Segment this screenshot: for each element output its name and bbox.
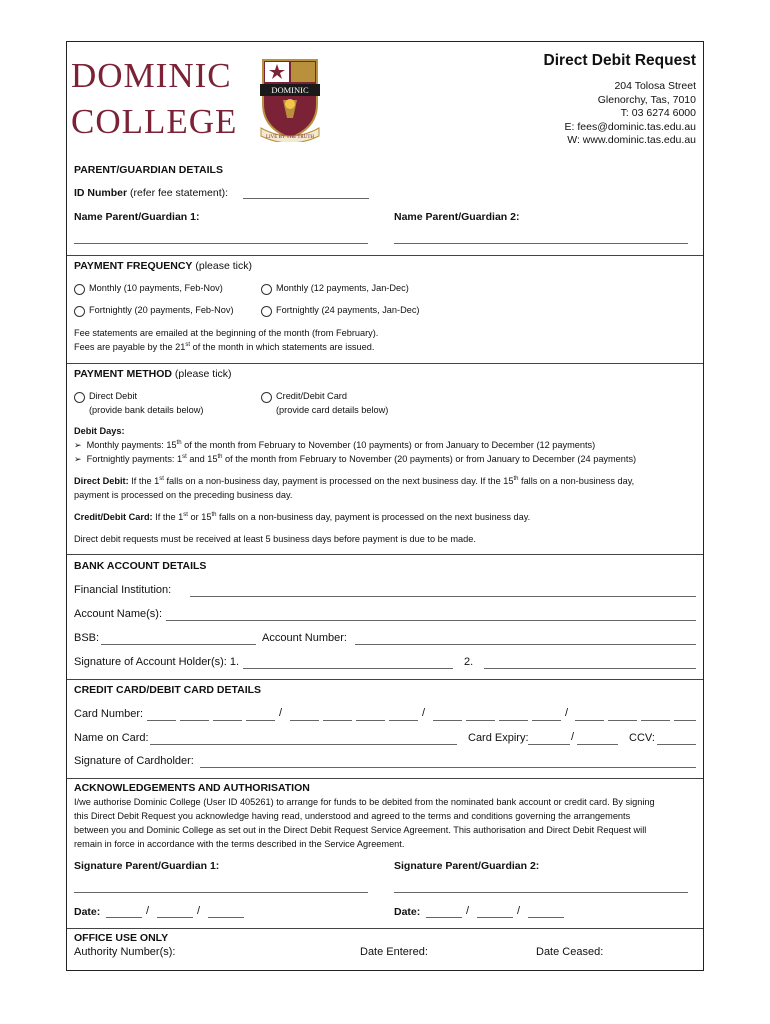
financial-institution-field[interactable] <box>190 596 696 597</box>
page-title: Direct Debit Request <box>543 52 696 69</box>
logo-line-dominic: DOMINIC <box>71 56 232 95</box>
direct-debit-note-2: payment is processed on the preceding business day. <box>74 490 293 500</box>
cardholder-signature-label: Signature of Cardholder: <box>74 755 194 767</box>
bank-details-heading: BANK ACCOUNT DETAILS <box>74 560 207 572</box>
card-expiry-year-field[interactable] <box>577 744 618 745</box>
parent-details-heading: PARENT/GUARDIAN DETAILS <box>74 164 223 176</box>
acknowledgements-heading: ACKNOWLEDGEMENTS AND AUTHORISATION <box>74 782 310 794</box>
freq-fortnightly-24-label: Fortnightly (24 payments, Jan-Dec) <box>276 305 420 315</box>
card-number-label: Card Number: <box>74 708 144 720</box>
divider <box>67 554 703 555</box>
divider <box>67 255 703 256</box>
arrow-bullet-icon: ➢ <box>74 440 82 450</box>
payment-frequency-heading: PAYMENT FREQUENCY (please tick) <box>74 260 252 272</box>
direct-debit-note: Direct Debit: If the 1st falls on a non-business day, payment is processed on the next business day. If the 15th falls on a non-business day, <box>74 475 635 486</box>
divider <box>67 679 703 680</box>
authority-number-label: Authority Number(s): <box>74 946 176 958</box>
ack-text-line-3: between you and Dominic College as set out in the Direct Debit Request Service Agreement. This authorisation and Direct Debit Request will <box>74 825 647 835</box>
bsb-field[interactable] <box>101 644 256 645</box>
account-holder-signature-2-field[interactable] <box>484 668 696 669</box>
name-on-card-field[interactable] <box>150 744 457 745</box>
divider <box>67 363 703 364</box>
date-guardian-2-label: Date: <box>394 906 421 918</box>
ccv-field[interactable] <box>657 744 696 745</box>
account-holder-2-label: 2. <box>464 656 474 668</box>
freq-monthly-10-radio[interactable] <box>74 284 85 295</box>
date-guardian-1-label: Date: <box>74 906 101 918</box>
account-names-label: Account Name(s): <box>74 608 163 620</box>
method-card-sub: (provide card details below) <box>276 405 389 415</box>
financial-institution-label: Financial Institution: <box>74 584 172 596</box>
name-guardian-1-field[interactable] <box>74 243 368 244</box>
freq-fortnightly-24-radio[interactable] <box>261 306 272 317</box>
office-use-heading: OFFICE USE ONLY <box>74 932 169 944</box>
method-direct-debit-radio[interactable] <box>74 392 85 403</box>
email-text: E: fees@dominic.tas.edu.au <box>564 121 696 133</box>
processing-time-note: Direct debit requests must be received at least 5 business days before payment is due to be made. <box>74 534 476 544</box>
name-on-card-label: Name on Card: <box>74 732 149 744</box>
bsb-label: BSB: <box>74 632 100 644</box>
card-expiry-slash: / <box>571 731 575 743</box>
card-expiry-label: Card Expiry: <box>468 732 529 744</box>
freq-fortnightly-20-label: Fortnightly (20 payments, Feb-Nov) <box>89 305 234 315</box>
account-holder-signature-1-field[interactable] <box>243 668 453 669</box>
college-crest-icon <box>259 58 321 142</box>
freq-monthly-12-label: Monthly (12 payments, Jan-Dec) <box>276 283 409 293</box>
account-holder-signature-label: Signature of Account Holder(s): 1. <box>74 656 240 668</box>
account-names-field[interactable] <box>166 620 696 621</box>
signature-guardian-1-label: Signature Parent/Guardian 1: <box>74 860 220 872</box>
method-direct-debit-sub: (provide bank details below) <box>89 405 204 415</box>
name-guardian-1-label: Name Parent/Guardian 1: <box>74 211 200 223</box>
signature-guardian-2-field[interactable] <box>394 892 688 893</box>
date-entered-label: Date Entered: <box>360 946 428 958</box>
method-direct-debit-label: Direct Debit <box>89 391 137 401</box>
method-card-label: Credit/Debit Card <box>276 391 347 401</box>
freq-monthly-12-radio[interactable] <box>261 284 272 295</box>
fee-payable-note: Fees are payable by the 21st of the month in which statements are issued. <box>74 341 375 352</box>
payment-method-heading: PAYMENT METHOD (please tick) <box>74 368 232 380</box>
signature-guardian-1-field[interactable] <box>74 892 368 893</box>
freq-monthly-10-label: Monthly (10 payments, Feb-Nov) <box>89 283 223 293</box>
address-line-2: Glenorchy, Tas, 7010 <box>597 94 696 106</box>
debit-days-fortnightly: ➢ Fortnightly payments: 1st and 15th of the month from February to November (20 payments) or from January to December (24 payments) <box>74 453 637 464</box>
ack-text-line-1: I/we authorise Dominic College (User ID 405261) to arrange for funds to be debited from the nominated bank account or credit card. By signing <box>74 797 655 807</box>
freq-fortnightly-20-radio[interactable] <box>74 306 85 317</box>
id-number-label: ID Number (refer fee statement): <box>74 187 229 199</box>
account-number-label: Account Number: <box>262 632 347 644</box>
name-guardian-2-field[interactable] <box>394 243 688 244</box>
card-details-heading: CREDIT CARD/DEBIT CARD DETAILS <box>74 684 262 696</box>
card-expiry-month-field[interactable] <box>528 744 570 745</box>
crest-motto-text: LIVE BY THE TRUTH <box>265 135 315 140</box>
method-card-radio[interactable] <box>261 392 272 403</box>
crest-banner-text: DOMINIC <box>271 85 309 95</box>
address-line-1: 204 Tolosa Street <box>614 80 696 92</box>
fee-statement-note: Fee statements are emailed at the beginning of the month (from February). <box>74 328 379 338</box>
name-guardian-2-label: Name Parent/Guardian 2: <box>394 211 520 223</box>
phone-text: T: 03 6274 6000 <box>620 107 696 119</box>
date-ceased-label: Date Ceased: <box>536 946 604 958</box>
logo-line-college: COLLEGE <box>71 102 238 141</box>
website-text: W: www.dominic.tas.edu.au <box>567 134 696 146</box>
divider <box>67 778 703 779</box>
card-note: Credit/Debit Card: If the 1st or 15th falls on a non-business day, payment is processed on the next business day. <box>74 511 531 522</box>
arrow-bullet-icon: ➢ <box>74 454 82 464</box>
account-number-field[interactable] <box>355 644 696 645</box>
id-number-field[interactable] <box>243 198 369 199</box>
divider <box>67 928 703 929</box>
signature-guardian-2-label: Signature Parent/Guardian 2: <box>394 860 540 872</box>
ack-text-line-2: this Direct Debit Request you acknowledge having read, understood and agreed to the terms and conditions governing the arrangements <box>74 811 631 821</box>
form-frame: DOMINIC COLLEGE DOMINIC LIVE BY THE TRUTH Direct Debit Request 204 Tolosa Street Glenorchy, Tas, 7010 T: 03 6274 6000 E: fees@dominic.tas.edu.au W: www.dominic.tas.edu.au PARENT/GUARDIAN DETAILS ID Number (refer fee statement): Name Parent/Guardian 1: Name Parent/Guardian 2: PAYMENT FREQUENCY (please tick) Monthly (10 payments, Feb-Nov) Monthly (12 payments, Jan-Dec) Fortnightly (20 payments, Feb-Nov) Fortnightly (24 payments, Jan-Dec) Fee statements are emailed at the beginning of the month (from February). Fees are payable by the 21st of the month in which statements are issued. PAYMENT METHOD (please tick) Direct Debit (provide bank details below) Credit/Debit Card (provide card details below) Debit Days: ➢ Monthly payments: 15th of the month from February to November (10 payments) or from January to December (12 payments) ➢ Fortnightly payments: 1st and 15th of the month from February to November (20 payments) or from January to December (24 payments) Direct Debit: If the 1st falls on a non-business day, payment is processed on the next business day. If the 15th falls on a non-business day, payment is processed on the preceding business day. Credit/Debit Card: If the 1st or 15th falls on a non-business day, payment is processed on the next business day. Direct debit requests must be received at least 5 business days before payment is due to be made. BANK ACCOUNT DETAILS Financial Institution: Account Name(s): BSB: Account Number: Signature of Account Holder(s): 1. 2. CREDIT CARD/DEBIT CARD DETAILS Card Number: / / / Name on Card: Card Expiry: / CCV: Signature of Cardholder: ACKNOWLEDGEMENTS AND AUTHORISATION I/we authorise Dominic College (User ID 405261) to arrange for funds to be debited from the nominated bank account or credit card. By signing this Direct Debit Request you acknowledge having read, understood and agreed to the terms and conditions governing the arrangements between you and Dominic College as set out in the Direct Debit Request Service Agreement. This authorisation and Direct Debit Request will remain in force in accordance with the terms described in the Service Agreement. Signature Parent/Guardian 1: Signature Parent/Guardian 2: Date: / / Date: / / OFFICE USE ONLY Authority Number(s): Date Entered: Date Ceased: <box>66 41 704 971</box>
ccv-label: CCV: <box>629 732 655 744</box>
cardholder-signature-field[interactable] <box>200 767 696 768</box>
ack-text-line-4: remain in force in accordance with the terms described in the Service Agreement. <box>74 839 405 849</box>
debit-days-monthly: ➢ Monthly payments: 15th of the month from February to November (10 payments) or from January to December (12 payments) <box>74 439 596 450</box>
debit-days-heading: Debit Days: <box>74 426 125 436</box>
